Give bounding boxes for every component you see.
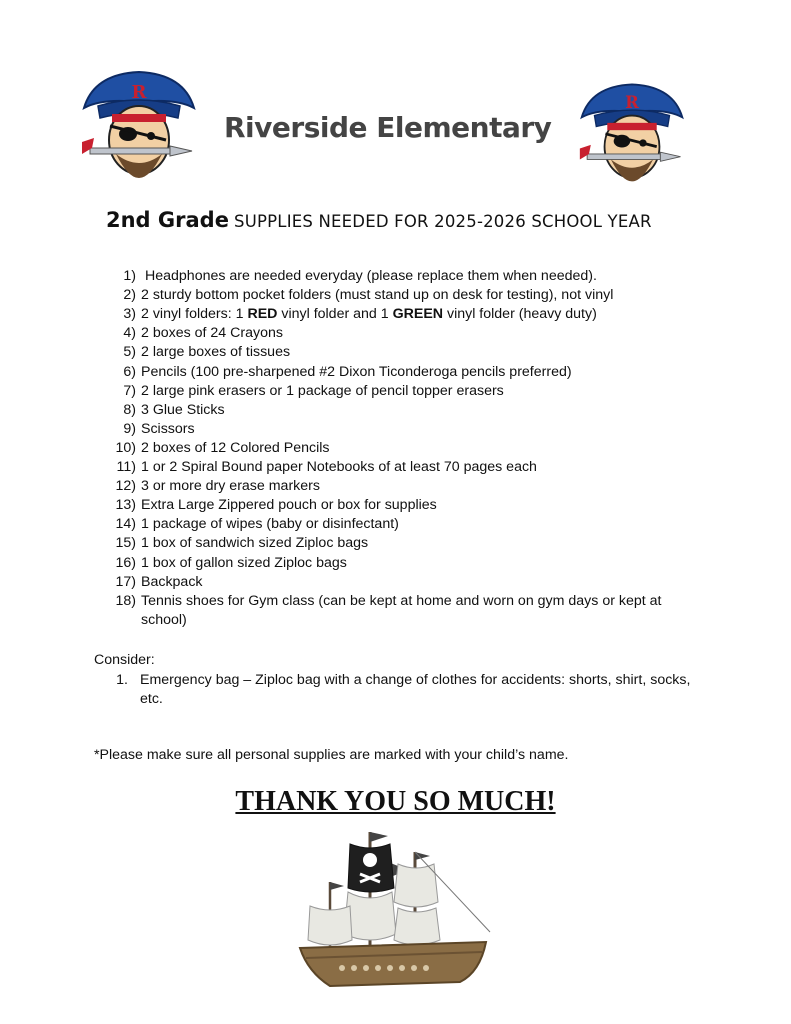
note: *Please make sure all personal supplies are marked with your child’s name. <box>94 747 569 763</box>
consider-item-number: 1. <box>116 672 128 688</box>
supply-item-number: 18) <box>115 592 136 609</box>
consider-item-text-continued: etc. <box>140 691 163 707</box>
supply-item-number: 10) <box>115 439 136 456</box>
supply-item-number: 13) <box>115 497 136 514</box>
supply-item-number: 6) <box>123 363 136 380</box>
supply-item-number: 11) <box>116 459 136 475</box>
supply-item-text: 2 boxes of 12 Colored Pencils <box>141 439 330 456</box>
supply-item-text-red: RED <box>247 306 278 323</box>
supply-item-text-continued: school) <box>141 611 187 628</box>
supply-item-number: 1) <box>123 268 136 284</box>
supply-item-text: 2 large pink erasers or 1 package of pencil topper erasers <box>141 382 504 399</box>
header <box>0 62 791 182</box>
consider-item-text: Emergency bag – Ziploc bag with a change of clothes for accidents: shorts, shirt, socks, <box>140 672 691 688</box>
supply-item-text-post: vinyl folder (heavy duty) <box>443 306 597 323</box>
supply-item-text: 1 package of wipes (baby or disinfectant) <box>141 516 399 533</box>
logo-letter: R <box>625 93 639 113</box>
supply-item-text: 2 large boxes of tissues <box>141 344 291 361</box>
supply-item-text: Extra Large Zippered pouch or box for supplies <box>141 497 437 514</box>
supply-item-text-pre: 2 vinyl folders: 1 <box>141 306 248 323</box>
supply-item-number: 9) <box>123 420 136 437</box>
consider-label: Consider: <box>94 652 155 668</box>
supply-item-number: 16) <box>115 554 136 571</box>
supply-item-number: 12) <box>115 478 136 495</box>
pirate-ship-illustration <box>290 822 500 1002</box>
supply-item-text: 2 sturdy bottom pocket folders (must stand up on desk for testing), not vinyl <box>141 287 614 304</box>
supply-item-text: 1 box of gallon sized Ziploc bags <box>141 554 347 571</box>
supply-item-number: 3) <box>123 306 136 323</box>
supply-item-number: 4) <box>123 325 136 342</box>
logo-letter: R <box>131 82 147 103</box>
supply-item-text: Pencils (100 pre-sharpened #2 Dixon Ticonderoga pencils preferred) <box>141 363 572 380</box>
supply-item-number: 8) <box>123 401 136 418</box>
school-name: Riverside Elementary <box>224 111 552 144</box>
supply-item-number: 5) <box>123 344 136 361</box>
supply-item-number: 2) <box>123 287 136 304</box>
supply-item-number: 14) <box>115 516 136 533</box>
supply-item-text: 3 Glue Sticks <box>141 401 225 418</box>
supply-item-text: 1 or 2 Spiral Bound paper Notebooks of at least 70 pages each <box>141 459 537 475</box>
supply-item-number: 17) <box>115 573 136 590</box>
supply-item-number: 15) <box>115 535 136 552</box>
pirate-mascot-logo-right <box>578 80 686 184</box>
page-title <box>106 208 652 232</box>
supply-item-text-mid: vinyl folder and 1 <box>277 306 393 323</box>
supply-item-text: Backpack <box>141 573 203 590</box>
supply-item-text: Tennis shoes for Gym class (can be kept at home and worn on gym days or kept at <box>141 592 662 609</box>
supply-item-number: 7) <box>123 382 136 399</box>
title-rest: SUPPLIES NEEDED FOR 2025-2026 SCHOOL YEAR <box>234 212 652 231</box>
supply-item-text: Headphones are needed everyday (please replace them when needed). <box>145 268 597 284</box>
supply-item-text: 3 or more dry erase markers <box>141 478 320 495</box>
supply-item-text <box>141 306 597 322</box>
supply-item-text: 2 boxes of 24 Crayons <box>141 325 283 342</box>
title-grade: 2nd Grade <box>106 208 229 232</box>
thank-you-heading: THANK YOU SO MUCH! <box>235 786 556 817</box>
supply-item-text: Scissors <box>141 420 195 437</box>
supply-item-text: 1 box of sandwich sized Ziploc bags <box>141 535 369 552</box>
pirate-mascot-logo-left <box>80 68 198 180</box>
supply-item-text-green: GREEN <box>392 306 444 323</box>
